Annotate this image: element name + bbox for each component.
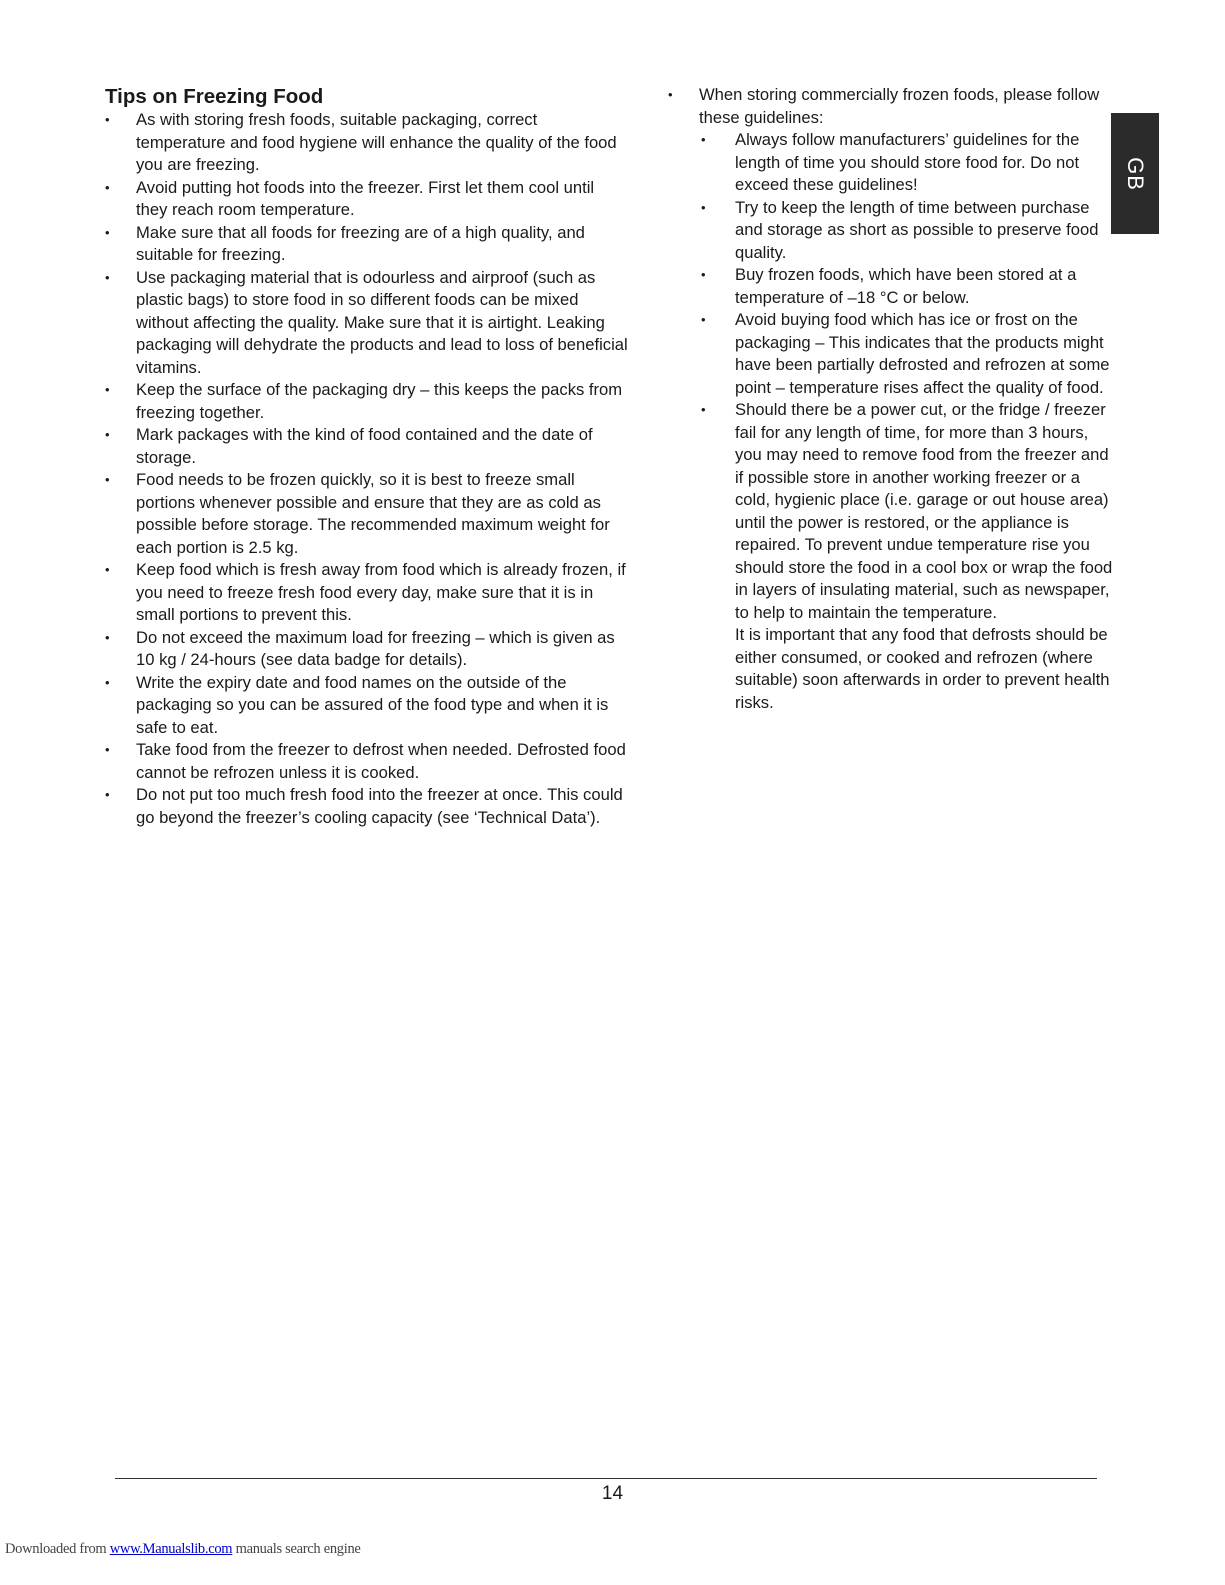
intro-text: When storing commercially frozen foods, please follow these guidelines: bbox=[699, 85, 1100, 127]
manualslib-link[interactable]: www.Manualslib.com bbox=[109, 1541, 233, 1557]
language-tab bbox=[1111, 113, 1159, 234]
list-item: • Keep food which is fresh away from food which is already frozen, if you need to freeze fresh food every day, make sure that it is in small portions to prevent this. bbox=[105, 559, 630, 627]
power-cut-text: • Should there be a power cut, or the fridge / freezer fail for any length of time, for more than 3 hours, you may need to remove food from the freezer and if possible store in another working freezer or a cold, hygienic place (i.e. garage or out house area) until the power is restored, or the appliance is repaired. To prevent undue temperature rise you should store the food in a cool box or wrap the food in layers of insulating material, such as newspaper, to help to maintain the temperature. bbox=[735, 400, 1113, 622]
left-column bbox=[105, 84, 630, 829]
language-tab-label: GB bbox=[1122, 156, 1148, 191]
list-item: • As with storing fresh foods, suitable packaging, correct temperature and food hygiene will enhance the quality of the food you are freezing. bbox=[105, 109, 630, 177]
list-item: • Do not put too much fresh food into the freezer at once. This could go beyond the freezer’s cooling capacity (see ‘Technical Data’). bbox=[105, 784, 630, 829]
download-prefix: Downloaded from bbox=[5, 1541, 110, 1557]
download-suffix: manuals search engine bbox=[232, 1541, 361, 1557]
commercial-frozen-list bbox=[668, 84, 1113, 714]
sub-list-item: • Buy frozen foods, which have been stored at a temperature of –18 °C or below. bbox=[699, 264, 1113, 309]
section-title: Tips on Freezing Food bbox=[105, 85, 324, 108]
footer-divider bbox=[115, 1478, 1097, 1479]
list-item: • Take food from the freezer to defrost when needed. Defrosted food cannot be refrozen unless it is cooked. bbox=[105, 739, 630, 784]
list-item: • Make sure that all foods for freezing are of a high quality, and suitable for freezing. bbox=[105, 222, 630, 267]
right-column bbox=[668, 84, 1113, 714]
sub-list-item: • Avoid buying food which has ice or frost on the packaging – This indicates that the products might have been partially defrosted and refrozen at some point – temperature rises affect the quality of food. bbox=[699, 309, 1113, 399]
download-note bbox=[5, 1541, 361, 1558]
list-item: • Write the expiry date and food names on the outside of the packaging so you can be assured of the food type and when it is safe to eat. bbox=[105, 672, 630, 740]
list-item: • Use packaging material that is odourless and airproof (such as plastic bags) to store food in so different foods can be mixed without affecting the quality. Make sure that it is airtight. Leaking packaging will dehydrate the products and lead to loss of beneficial vitamins. bbox=[105, 267, 630, 380]
freezing-tips-list bbox=[105, 109, 630, 829]
guidelines-sublist bbox=[699, 129, 1113, 714]
sub-list-item bbox=[699, 399, 1113, 714]
list-item: • Mark packages with the kind of food contained and the date of storage. bbox=[105, 424, 630, 469]
page-number: 14 bbox=[601, 1483, 624, 1504]
sub-list-item: • Try to keep the length of time between purchase and storage as short as possible to preserve food quality. bbox=[699, 197, 1113, 265]
list-item: • Avoid putting hot foods into the freezer. First let them cool until they reach room temperature. bbox=[105, 177, 630, 222]
sub-list-item: • Always follow manufacturers’ guidelines for the length of time you should store food for. Do not exceed these guidelines! bbox=[699, 129, 1113, 197]
list-item-intro bbox=[668, 84, 1113, 714]
list-item: • Keep the surface of the packaging dry – this keeps the packs from freezing together. bbox=[105, 379, 630, 424]
list-item: • Food needs to be frozen quickly, so it is best to freeze small portions whenever possible and ensure that they are as cold as possible before storage. The recommended maximum weight for each portion is 2.5 kg. bbox=[105, 469, 630, 559]
list-item: • Do not exceed the maximum load for freezing – which is given as 10 kg / 24-hours (see data badge for details). bbox=[105, 627, 630, 672]
defrost-note: It is important that any food that defrosts should be either consumed, or cooked and refrozen (where suitable) soon afterwards in order to prevent health risks. bbox=[735, 625, 1110, 712]
